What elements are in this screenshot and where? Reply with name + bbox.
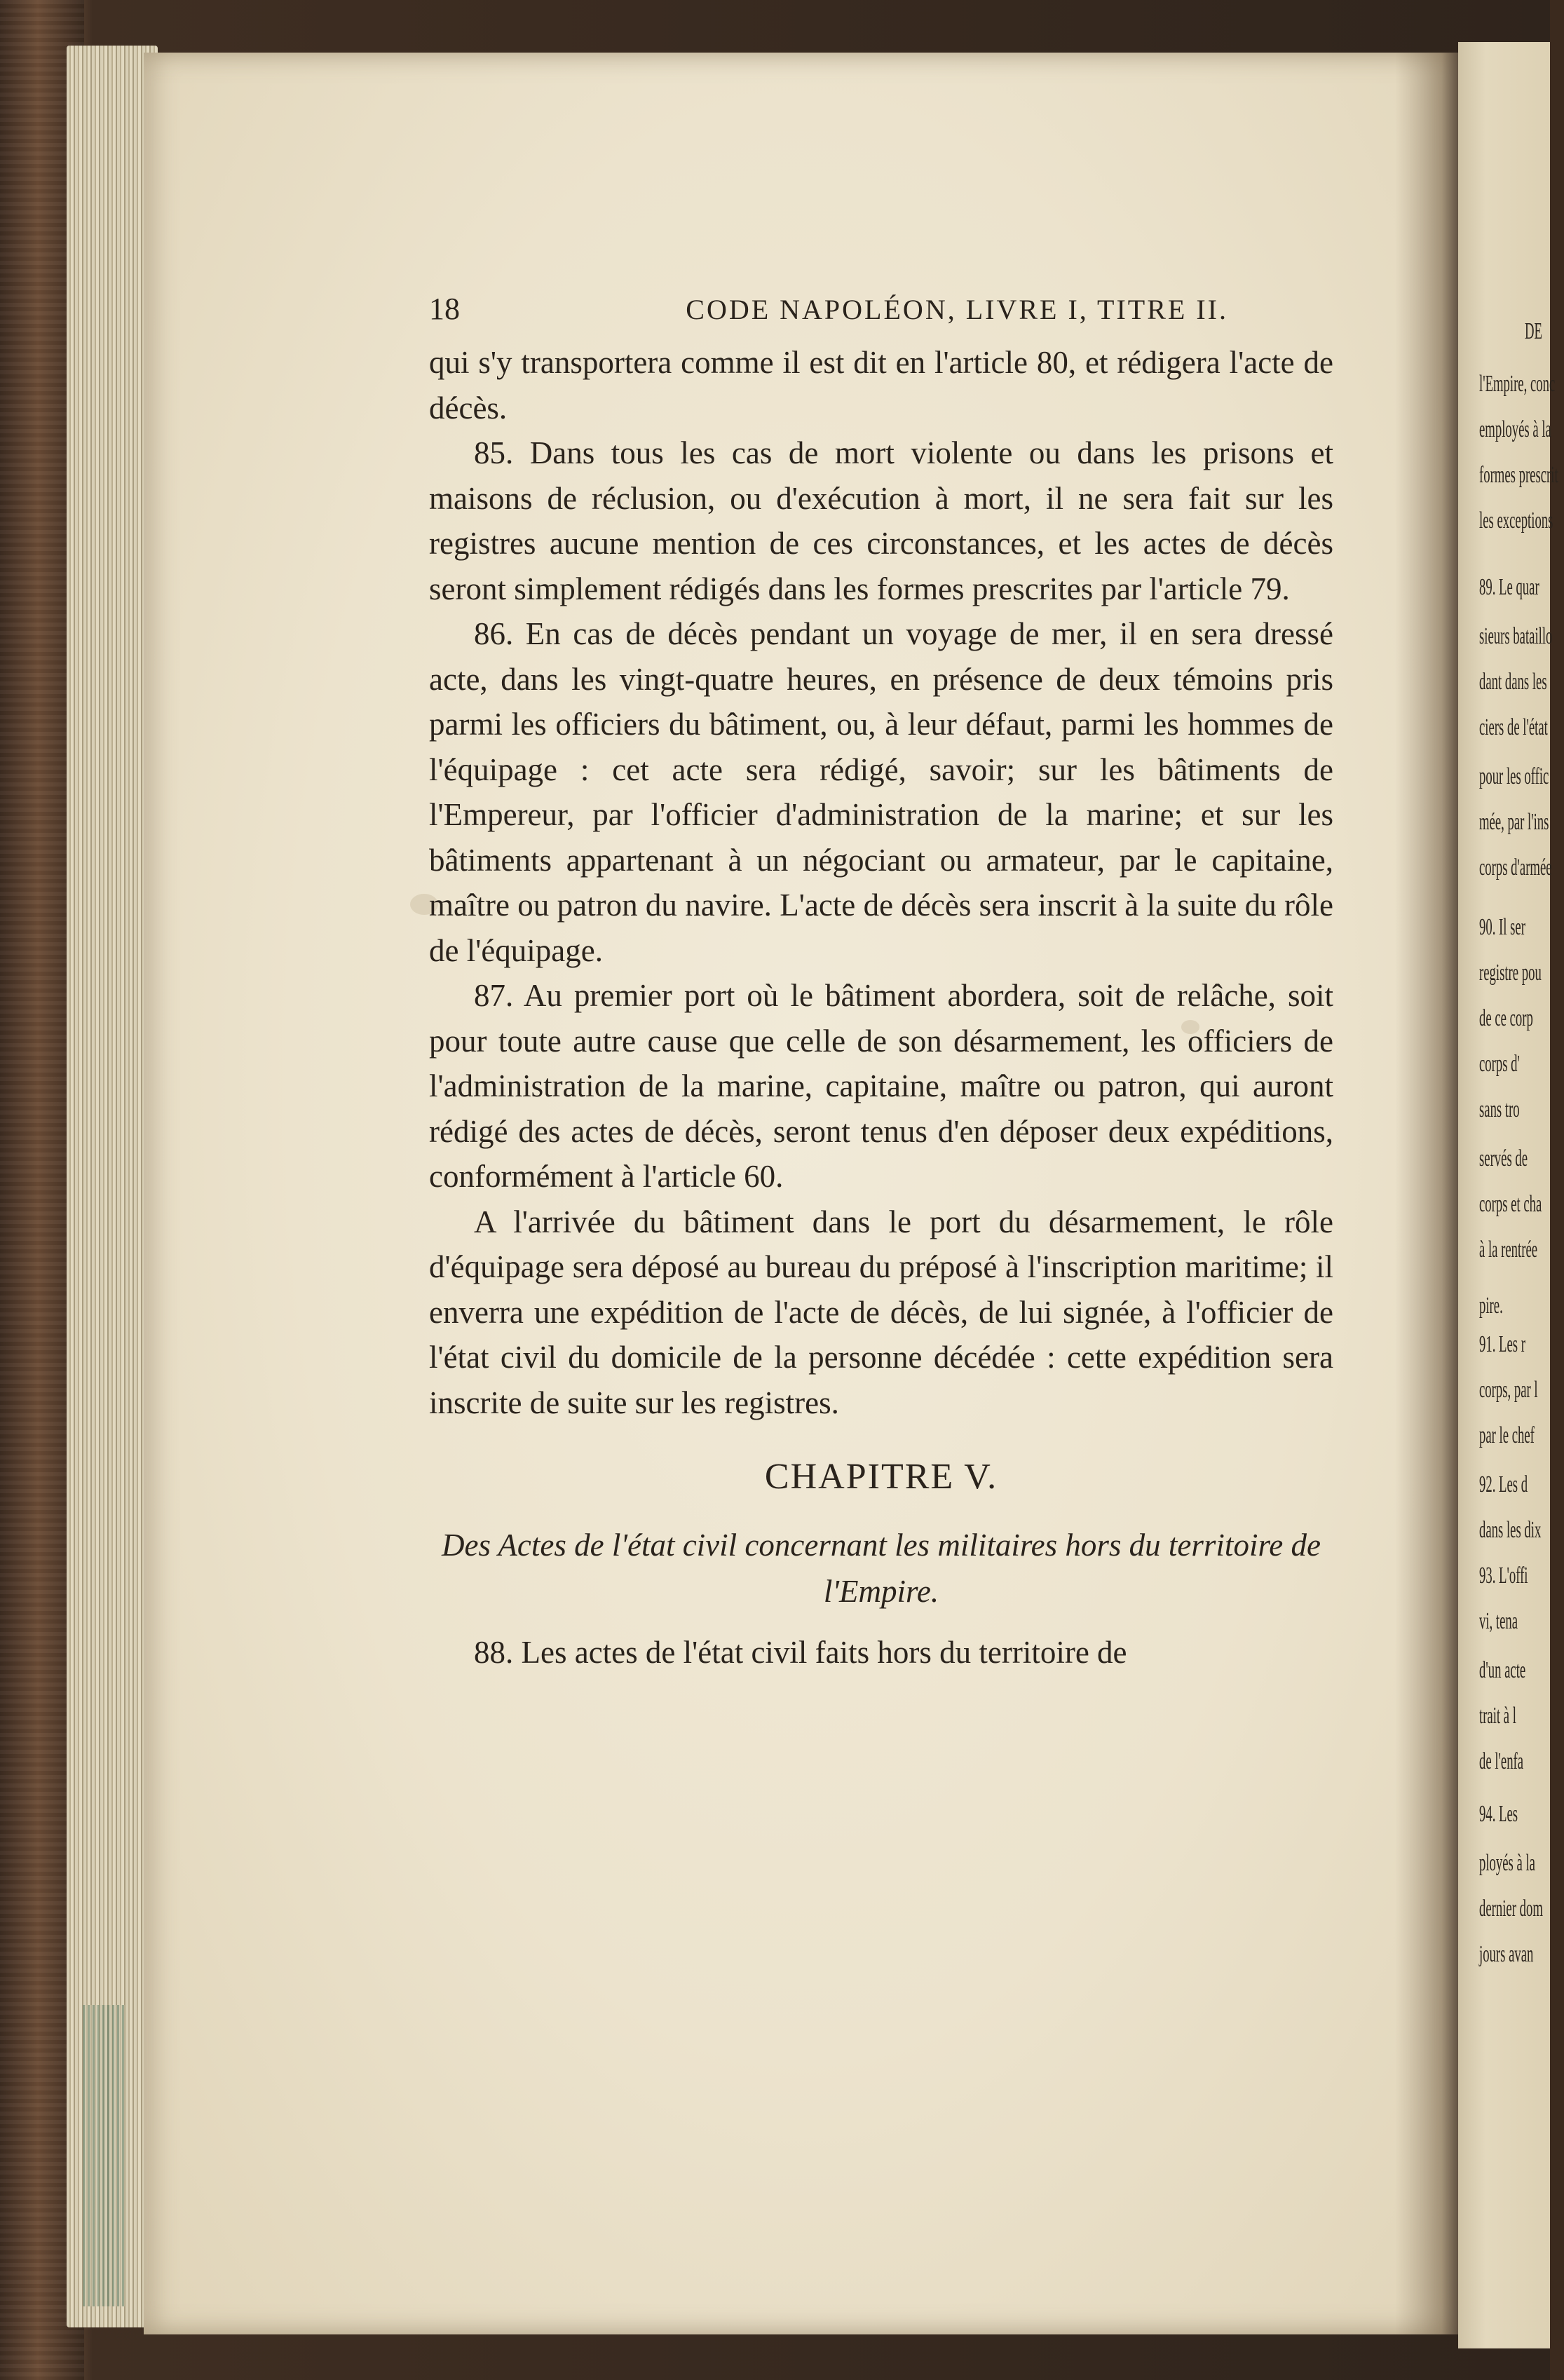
facing-line: d'un acte: [1479, 1657, 1526, 1683]
facing-line: trait à l: [1479, 1703, 1516, 1729]
facing-line: sieurs bataillo: [1479, 623, 1553, 649]
article-88: 88. Les actes de l'état civil faits hors du territoire de: [474, 1635, 1127, 1670]
facing-line: sans tro: [1479, 1096, 1520, 1122]
facing-line: vi, tena: [1479, 1608, 1518, 1634]
page-text: [429, 291, 1333, 1675]
facing-line: les exceptions: [1479, 508, 1553, 533]
facing-line: registre pou: [1479, 960, 1542, 986]
article-87-continuation: A l'arrivée du bâtiment dans le port du désarmement, le rôle d'équipage sera déposé au bureau du préposé à l'inscription maritime; il enverra une expédition de l'acte de décès, de lui signée, à l'officier de l'état civil du domicile de la personne décédée : cette expédition sera inscrite de suite sur les registres.: [429, 1204, 1333, 1420]
facing-line: employés à la: [1479, 416, 1551, 442]
facing-line: corps d'armée: [1479, 855, 1552, 880]
page-header: [429, 291, 1228, 340]
facing-line: de l'enfa: [1479, 1748, 1524, 1774]
facing-line: 93. L'offi: [1479, 1563, 1528, 1589]
facing-line: dernier dom: [1479, 1896, 1543, 1922]
facing-line: l'Empire, conc: [1479, 371, 1556, 397]
running-title: CODE NAPOLÉON, LIVRE I, TITRE II.: [686, 294, 1228, 325]
binding-gutter: [1395, 53, 1462, 2334]
article-87: 87. Au premier port où le bâtiment abordera, soit de relâche, soit pour toute autre cause que celle de son désarmement, les officiers de l'administration de la marine, capitaine, maître ou patron, qui auront rédigé des actes de décès, seront tenus d'en déposer deux expéditions, conformément à l'article 60.: [429, 978, 1333, 1194]
chapter-subtitle: Des Actes de l'état civil concernant les militaires hors du territoire de l'Empire.: [442, 1528, 1321, 1609]
facing-line: ployés à la: [1479, 1850, 1535, 1876]
page-number: 18: [429, 292, 460, 326]
facing-line: pire.: [1479, 1293, 1503, 1319]
paragraph-continuation: qui s'y transportera comme il est dit en l'article 80, et rédigera l'acte de décès.: [429, 345, 1333, 426]
article-85: 85. Dans tous les cas de mort violente ou dans les prisons et maisons de réclusion, ou d'exécution à mort, il ne sera fait sur les registres aucune mention de ces circonstances, et les actes de décès seront simplement rédigés dans les formes prescrites par l'article 79.: [429, 435, 1333, 606]
facing-line: mée, par l'ins: [1479, 809, 1549, 835]
facing-line: DE: [1525, 318, 1542, 344]
chapter-heading: CHAPITRE V.: [764, 1457, 998, 1497]
facing-page-fragment: [1458, 42, 1558, 2348]
facing-line: à la rentrée: [1479, 1237, 1538, 1263]
facing-line: servés de: [1479, 1145, 1528, 1171]
facing-line: 90. Il ser: [1479, 914, 1525, 940]
facing-line: 91. Les r: [1479, 1331, 1525, 1357]
facing-line: 92. Les d: [1479, 1471, 1528, 1497]
facing-line: dans les dix: [1479, 1517, 1542, 1543]
facing-line: corps d': [1479, 1051, 1520, 1077]
facing-line: par le chef: [1479, 1422, 1535, 1448]
facing-line: formes prescrit: [1479, 462, 1558, 488]
facing-line: corps, par l: [1479, 1377, 1538, 1403]
facing-line: de ce corp: [1479, 1005, 1533, 1031]
facing-line: pour les offic: [1479, 763, 1549, 789]
facing-line: ciers de l'état: [1479, 714, 1548, 740]
facing-line: corps et cha: [1479, 1191, 1542, 1217]
facing-line: jours avan: [1479, 1941, 1534, 1967]
facing-line: 94. Les: [1479, 1801, 1518, 1827]
page-edge-stain: [83, 2005, 125, 2306]
article-86: 86. En cas de décès pendant un voyage de mer, il en sera dressé acte, dans les vingt-quatre heures, en présence de deux témoins pris parmi les officiers du bâtiment, ou, à leur défaut, parmi les hommes de l'équipage : cet acte sera rédigé, savoir; sur les bâtiments de l'Empereur, par l'officier d'administration de la marine; et sur les bâtiments appartenant à un négociant ou armateur, par le capitaine, maître ou patron du navire. L'acte de décès sera inscrit à la suite du rôle de l'équipage.: [429, 616, 1333, 968]
facing-line: 89. Le quar: [1479, 574, 1539, 600]
facing-line: dant dans les: [1479, 669, 1547, 695]
